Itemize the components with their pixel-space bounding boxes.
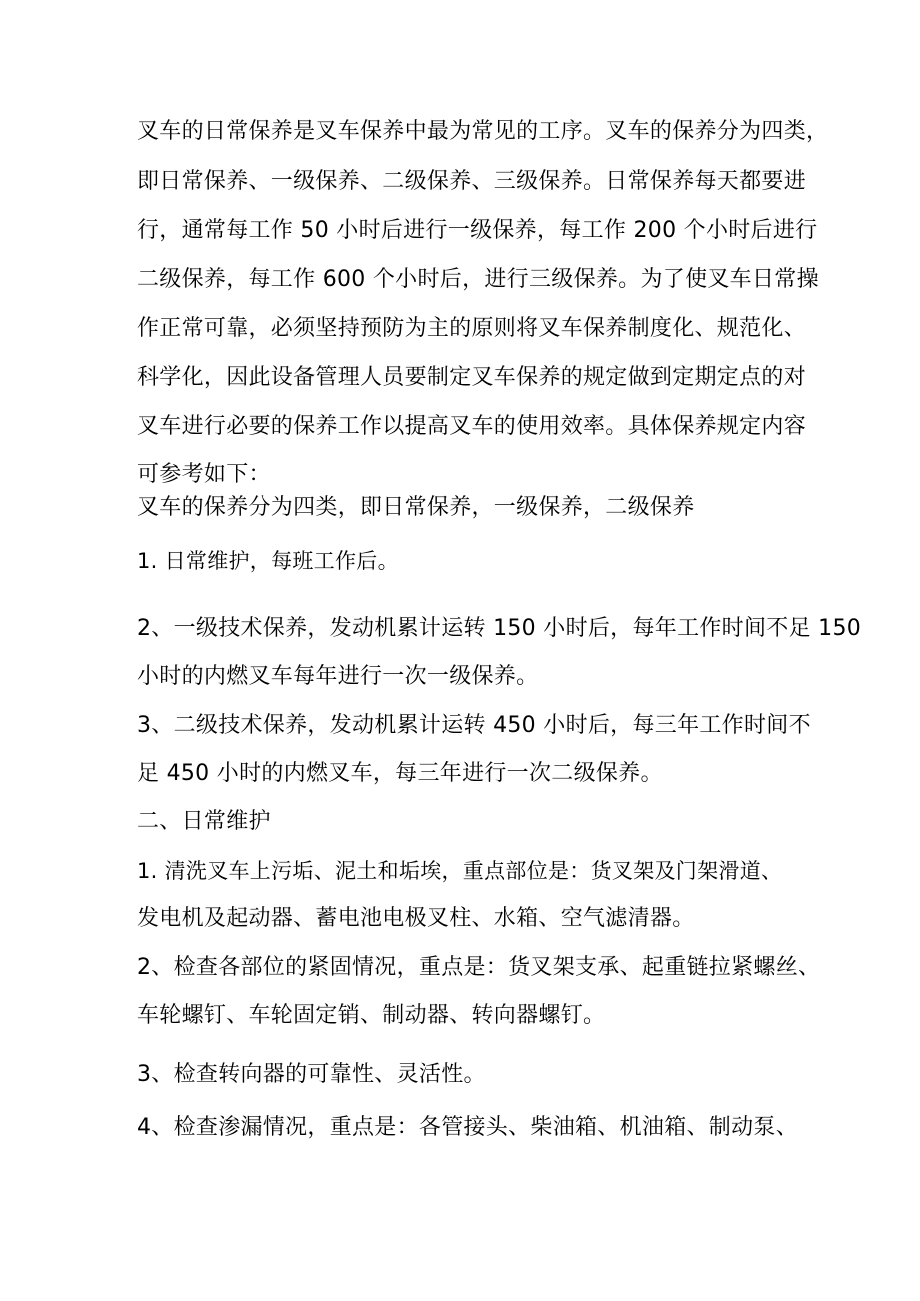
maintenance-item-2-line-2: 车轮螺钉、车轮固定销、制动器、转向器螺钉。 bbox=[137, 1003, 606, 1028]
section-heading: 二、日常维护 bbox=[137, 809, 271, 834]
paragraph-line-3: 行，通常每工作 50 小时后进行一级保养，每工作 200 个小时后进行 bbox=[137, 218, 818, 243]
paragraph-line-6: 科学化，因此设备管理人员要制定叉车保养的规定做到定期定点的对 bbox=[137, 365, 807, 390]
maintenance-item-4: 4、检查渗漏情况，重点是：各管接头、柴油箱、机油箱、制动泵、 bbox=[137, 1115, 798, 1140]
classification-line: 叉车的保养分为四类，即日常保养，一级保养，二级保养 bbox=[137, 495, 695, 520]
paragraph-line-8: 可参考如下： bbox=[137, 462, 271, 487]
paragraph-line-4: 二级保养，每工作 600 个小时后，进行三级保养。为了使叉车日常操 bbox=[137, 267, 819, 292]
list-item-1: 1. 日常维护，每班工作后。 bbox=[137, 549, 399, 573]
list-item-2-line-1: 2、一级技术保养，发动机累计运转 150 小时后，每年工作时间不足 150 bbox=[137, 616, 862, 641]
list-item-2-line-2: 小时的内燃叉车每年进行一次一级保养。 bbox=[137, 664, 539, 689]
paragraph-line-1: 叉车的日常保养是叉车保养中最为常见的工序。叉车的保养分为四类， bbox=[137, 119, 829, 144]
maintenance-item-1-line-1: 1. 清洗叉车上污垢、泥土和垢埃，重点部位是：货叉架及门架滑道、 bbox=[137, 859, 783, 883]
list-item-3-line-2: 足 450 小时的内燃叉车，每三年进行一次二级保养。 bbox=[137, 761, 663, 786]
paragraph-line-5: 作正常可靠，必须坚持预防为主的原则将叉车保养制度化、规范化、 bbox=[137, 316, 807, 341]
list-item-3-line-1: 3、二级技术保养，发动机累计运转 450 小时后，每三年工作时间不 bbox=[137, 713, 811, 738]
maintenance-item-1-line-2: 发电机及起动器、蓄电池电极叉柱、水箱、空气滤清器。 bbox=[137, 906, 695, 931]
paragraph-line-7: 叉车进行必要的保养工作以提高叉车的使用效率。具体保养规定内容 bbox=[137, 414, 807, 439]
maintenance-item-3: 3、检查转向器的可靠性、灵活性。 bbox=[137, 1062, 486, 1087]
paragraph-line-2: 即日常保养、一级保养、二级保养、三级保养。日常保养每天都要进 bbox=[137, 169, 807, 194]
maintenance-item-2-line-1: 2、检查各部位的紧固情况，重点是：货叉架支承、起重链拉紧螺丝、 bbox=[137, 955, 821, 980]
